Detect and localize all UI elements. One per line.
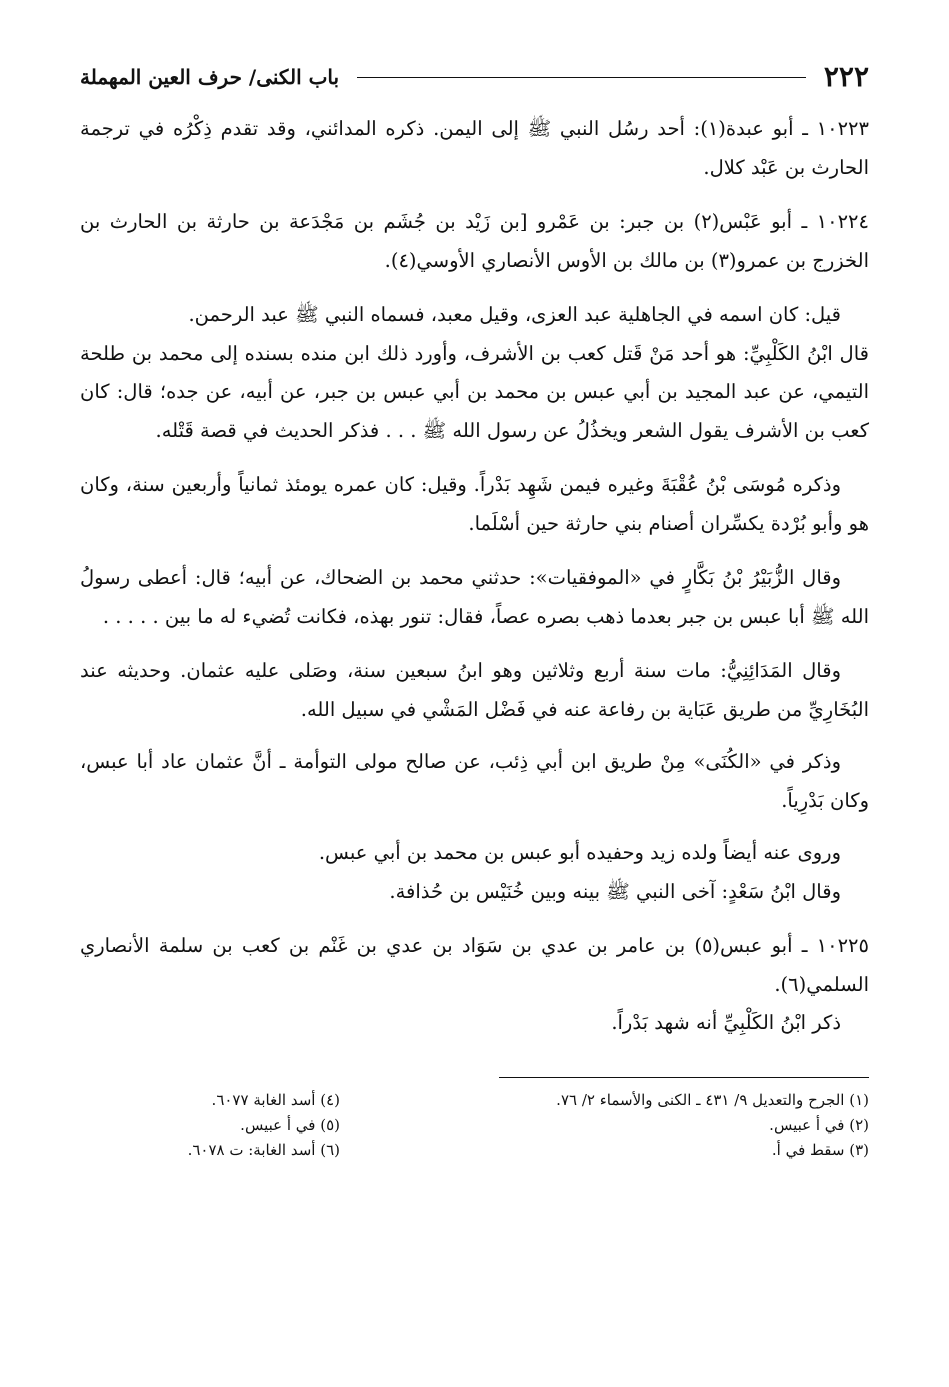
entry-10223: ١٠٢٢٣ ـ أبو عبدة(١): أحد رسُل النبي ﷺ إلى اليمن. ذكره المدائني، وقد تقدم ذِكْرُه في ترجمة الحارث بن عَبْد كلال.: [80, 117, 869, 179]
footnotes-column-right: [449, 1088, 869, 1163]
entry-10224: ١٠٢٢٤ ـ أبو عَبْس(٢) بن جبر: بن عَمْرو [بن زَيْد بن جُشَم بن مَجْدَعة بن حارثة بن الحارث بن الخزرج بن عمرو(٣) بن مالك بن الأوس الأنصاري الأوسي(٤).: [80, 210, 869, 272]
paragraph-name: قيل: كان اسمه في الجاهلية عبد العزى، وقيل معبد، فسماه النبي ﷺ عبد الرحمن.: [188, 303, 841, 326]
footnote: (٢) في أ عبيس.: [769, 1115, 869, 1134]
footnotes: [80, 1088, 869, 1163]
paragraph-ibn-kalbi: قال ابْنُ الكَلْبِيِّ: هو أحد مَنْ قَتل كعب بن الأشرف، وأورد ذلك ابن منده بسنده إلى محمد بن طلحة التيمي، عن عبد المجيد بن أبي عبس بن محمد بن أبي عبس بن جبر، عن أبيه، عن جده؛ قال: كان كعب بن الأشرف يقول الشعر ويخذُلُ عن رسول الله ﷺ . . . فذكر الحديث في قصة قَتْله.: [80, 341, 869, 442]
paragraph-zubayr: وقال الزُّبَيْرُ بْنُ بَكَّارٍ في «الموفقيات»: حدثني محمد بن الضحاك، عن أبيه؛ قال: أعطى رسولُ الله ﷺ أبا عبس بن جبر بعدما ذهب بصره عصاً، فقال: تنور بهذه، فكانت تُضيء له ما بين . . . . .: [80, 566, 869, 628]
paragraph-madaini: وقال المَدَائِنِيُّ: مات سنة أربع وثلاثين وهو ابنُ سبعين سنة، وصَلى عليه عثمان. وحديثه عند البُخَارِيِّ من طريق عَبَاية بن رفاعة عنه في فَضْل المَشْي في سبيل الله.: [80, 659, 869, 721]
page-header: [80, 58, 869, 96]
footnote-separator: [499, 1077, 869, 1078]
footnote: (٤) أسد الغابة ٦٠٧٧.: [211, 1090, 340, 1109]
footnote: (٥) في أ عبيس.: [240, 1115, 340, 1134]
paragraph-narrators: وروى عنه أيضاً ولده زيد وحفيده أبو عبس بن محمد بن أبي عبس.: [318, 841, 841, 864]
footnote: (٣) سقط في أ.: [771, 1140, 869, 1159]
page-number: ٢٢٢: [823, 60, 869, 93]
main-text: [80, 110, 869, 1043]
paragraph-kuna: وذكر في «الكُنَى» مِنْ طريق ابن أبي ذِئب، عن صالح مولى التوأمة ـ أنَّ عثمان عاد أبا عبس، وكان بَدْرِياً.: [80, 750, 869, 812]
paragraph-badr: ذكر ابْنُ الكَلْبِيِّ أنه شهد بَدْراً.: [611, 1011, 841, 1034]
running-title: باب الكنى/ حرف العين المهملة: [80, 65, 340, 89]
paragraph-ibn-saad: وقال ابْنُ سَعْدٍ: آخى النبي ﷺ بينه وبين خُنَيْس بن حُذافة.: [389, 879, 841, 903]
entry-10225: ١٠٢٢٥ ـ أبو عبس(٥) بن عامر بن عدي بن سَوَاد بن عدي بن غَنْم بن كعب بن سلمة الأنصاري السلمي(٦).: [80, 934, 870, 996]
footnotes-column-left: [80, 1088, 340, 1163]
footnote: (١) الجرح والتعديل ٩/ ٤٣١ ـ الكنى والأسماء ٢/ ٧٦.: [556, 1090, 869, 1109]
footnote: (٦) أسد الغابة: ت ٦٠٧٨.: [187, 1140, 340, 1159]
paragraph-musa-ibn-uqba: وذكره مُوسَى بْنُ عُقْبَةَ وغيره فيمن شَهِد بَدْراً. وقيل: كان عمره يومئذ ثمانياً وأربعين سنة، وكان هو وأبو بُرْدة يكسِّران أصنام بني حارثة حين أسْلَما.: [80, 473, 869, 535]
header-rule: [357, 77, 806, 78]
